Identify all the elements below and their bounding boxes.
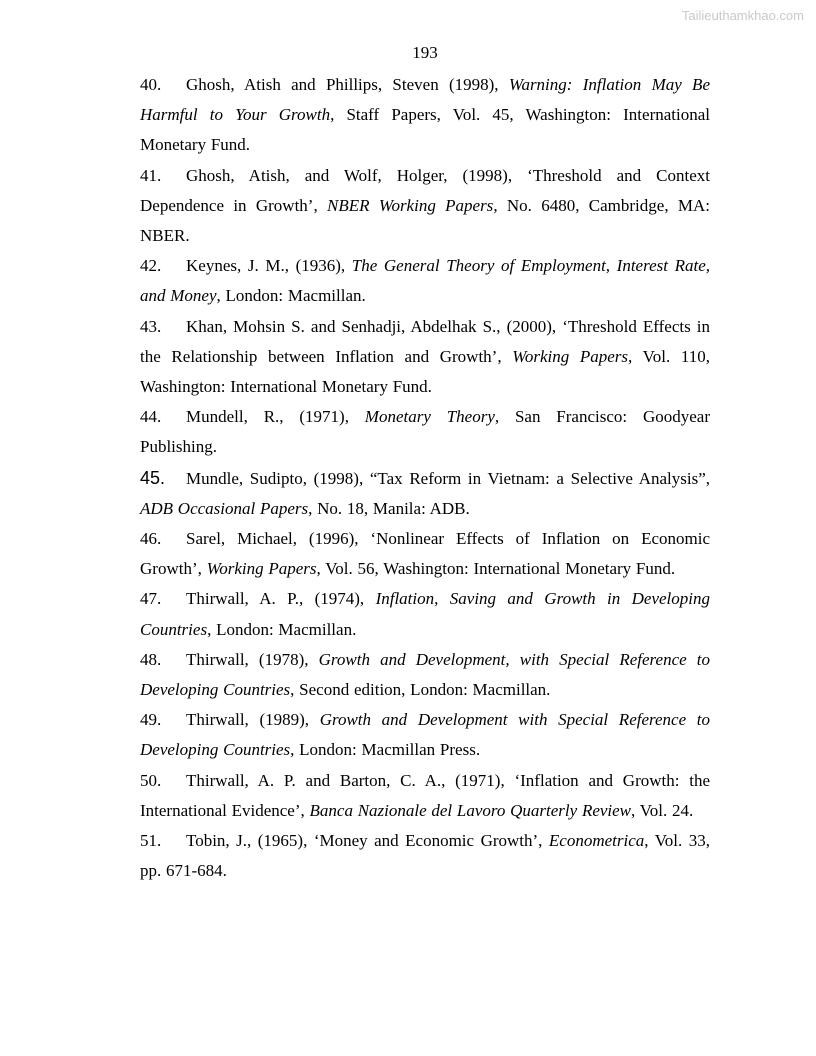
reference-item — [140, 524, 710, 584]
reference-number: 49. — [140, 710, 162, 730]
reference-text: Thirwall, (1989), — [186, 710, 320, 730]
page-number: 193 — [412, 43, 438, 62]
reference-text: , London: Macmillan Press. — [290, 740, 481, 760]
reference-text-italic: NBER Working Papers — [327, 195, 494, 215]
reference-text-italic: Growth and Development, with Special Reference to Developing Countries — [140, 649, 711, 700]
reference-text: Thirwall, A. P. and Barton, C. A., (1971), ‘Inflation and Growth: the International Evidence’, — [140, 770, 710, 820]
reference-text: Mundell, R., (1971), — [186, 407, 365, 427]
reference-text-italic: ADB Occasional Papers — [140, 498, 309, 518]
reference-text: Ghosh, Atish and Phillips, Steven (1998), — [186, 75, 509, 94]
reference-number: 42. — [140, 256, 162, 276]
reference-text: , Vol. 24. — [631, 800, 694, 820]
reference-item — [140, 251, 710, 311]
reference-number: 51. — [140, 831, 162, 851]
reference-item — [140, 584, 710, 644]
reference-number: 40. — [140, 75, 162, 94]
reference-item — [140, 312, 710, 403]
reference-number: 48. — [140, 649, 162, 669]
reference-text: Ghosh, Atish, and Wolf, Holger, (1998), ‘Threshold and Context Dependence in Growth’, — [140, 165, 710, 215]
reference-text: , London: Macmillan. — [216, 286, 366, 306]
reference-item — [140, 705, 710, 765]
reference-number: 44. — [140, 407, 162, 427]
reference-item — [140, 161, 710, 252]
reference-text-italic: The General Theory of Employment, Interest Rate, and Money — [140, 256, 710, 306]
reference-text: Thirwall, (1978), — [186, 649, 319, 669]
reference-text-italic: Monetary Theory — [364, 407, 495, 427]
reference-text: , Vol. 56, Washington: International Monetary Fund. — [316, 559, 676, 579]
reference-text: , No. 18, Manila: ADB. — [308, 498, 470, 518]
reference-text-italic: Growth and Development with Special Reference to Developing Countries — [140, 710, 711, 760]
reference-text: , Second edition, London: Macmillan. — [290, 680, 551, 700]
reference-text-italic: Banca Nazionale del Lavoro Quarterly Review — [309, 800, 632, 820]
page-content — [140, 40, 710, 886]
reference-list — [140, 70, 710, 886]
reference-text: , London: Macmillan. — [207, 619, 357, 639]
reference-text-italic: Working Papers — [512, 346, 629, 366]
reference-text-italic: Working Papers — [206, 559, 317, 579]
reference-number: 41. — [140, 165, 162, 185]
reference-text-italic: Inflation, Saving and Growth in Developing Countries — [140, 589, 710, 639]
reference-item — [140, 70, 710, 161]
reference-text: , Vol. 110, Washington: International Monetary Fund. — [140, 346, 710, 397]
reference-text: Thirwall, A. P., (1974), — [186, 589, 376, 609]
reference-item — [140, 645, 710, 705]
reference-item — [140, 463, 710, 524]
reference-text-italic: Warning: Inflation May Be Harmful to Your Growth — [140, 75, 710, 125]
reference-text: , No. 6480, Cambridge, MA: NBER. — [140, 195, 711, 246]
reference-text: , San Francisco: Goodyear Publishing. — [140, 407, 710, 457]
reference-number: 46. — [140, 529, 162, 549]
reference-item — [140, 402, 710, 462]
reference-text: , Vol. 33, pp. 671-684. — [140, 831, 710, 881]
reference-item — [140, 766, 710, 826]
reference-text: Sarel, Michael, (1996), ‘Nonlinear Effects of Inflation on Economic Growth’, — [140, 529, 710, 579]
reference-text-italic: Econometrica — [548, 831, 645, 851]
reference-number: 50. — [140, 770, 162, 790]
reference-number: 47. — [140, 589, 162, 609]
reference-text: , Staff Papers, Vol. 45, Washington: International Monetary Fund. — [140, 105, 710, 155]
reference-number: 45. — [140, 467, 166, 488]
reference-text: Mundle, Sudipto, (1998), “Tax Reform in Vietnam: a Selective Analysis”, — [186, 468, 710, 488]
reference-number: 43. — [140, 316, 162, 336]
watermark: Tailieuthamkhao.com — [681, 8, 804, 23]
reference-text: Keynes, J. M., (1936), — [186, 256, 352, 276]
reference-text: Tobin, J., (1965), ‘Money and Economic Growth’, — [186, 831, 549, 851]
reference-text: Khan, Mohsin S. and Senhadji, Abdelhak S., (2000), ‘Threshold Effects in the Relationship between Inflation and Growth’, — [140, 316, 710, 366]
reference-item — [140, 826, 710, 886]
